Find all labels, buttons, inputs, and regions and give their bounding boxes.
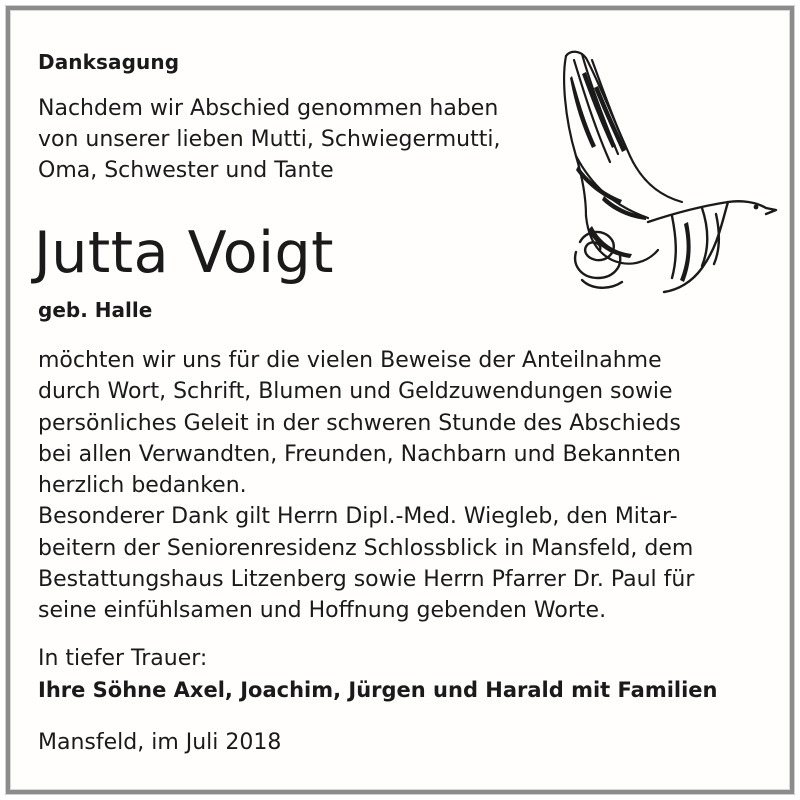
intro-line: Oma, Schwester und Tante (38, 158, 334, 183)
place-date: Mansfeld, im Juli 2018 (38, 730, 282, 755)
thanks-line: Besonderer Dank gilt Herrn Dipl.-Med. Wiegleb, den Mitar- (38, 504, 678, 530)
intro-line: von unserer lieben Mutti, Schwiegermutti, (38, 127, 501, 152)
notice-heading: Danksagung (38, 50, 180, 74)
praying-hands-with-dove-icon (552, 46, 780, 296)
thanks-line: möchten wir uns für die vielen Beweise der Anteilnahme (38, 348, 662, 373)
birth-name: geb. Halle (38, 298, 153, 322)
thanks-line: Bestattungshaus Litzenberg sowie Herrn Pfarrer Dr. Paul für (38, 567, 695, 593)
thanks-text (38, 345, 778, 627)
thanks-line: seine einfühlsamen und Hoffnung gebenden Worte. (38, 598, 607, 624)
family-signature: Ihre Söhne Axel, Joachim, Jürgen und Harald mit Familien (38, 678, 718, 702)
intro-line: Nachdem wir Abschied genommen haben (38, 96, 499, 121)
thanks-line: beitern der Seniorenresidenz Schlossblick in Mansfeld, dem (38, 535, 694, 561)
deceased-name: Jutta Voigt (34, 220, 334, 286)
thanks-line: durch Wort, Schrift, Blumen und Geldzuwendungen sowie (38, 379, 673, 405)
thanks-line: bei allen Verwandten, Freunden, Nachbarn und Bekannten (38, 441, 681, 467)
thanks-line: persönliches Geleit in der schweren Stunde des Abschieds (38, 410, 681, 436)
intro-text (38, 93, 500, 186)
thanks-line: herzlich bedanken. (38, 473, 247, 499)
mourning-line: In tiefer Trauer: (38, 646, 208, 671)
